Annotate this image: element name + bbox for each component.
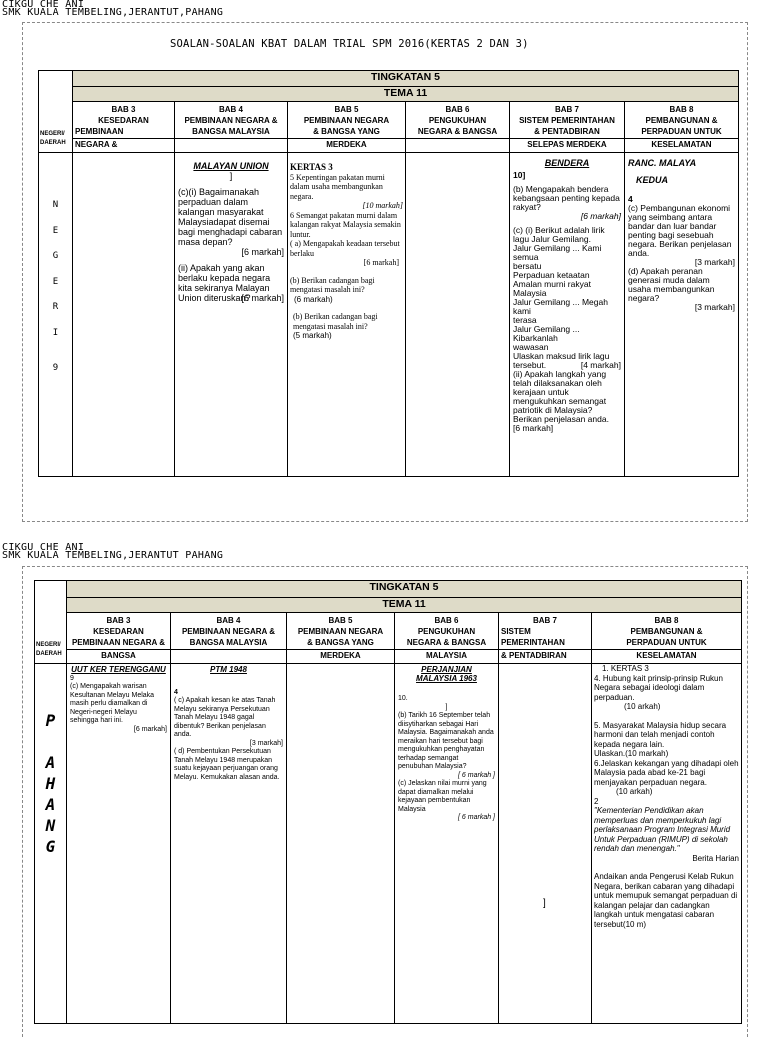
bab7-cell: ] [499, 664, 592, 1024]
bab4-cell: MALAYAN UNION ] (c)(i) Bagaimanakah perpaduan dalam kalangan masyarakat Malaysiadapat disemai bagi menghadapi cabaran masa depan? [6 markah] (ii) Apakah yang akan berlaku kepada negara kita sekiranya Malayan Union diteruskan? [6 markah] [175, 153, 288, 477]
bab-header-cont: SELEPAS MERDEKA [510, 139, 625, 153]
bab5-cell [287, 664, 395, 1024]
kbat-table-pahang [34, 580, 742, 1024]
school-name: SMK KUALA TEMBELING,JERANTUT,PAHANG [2, 7, 224, 18]
kbat-table-negeri9 [38, 70, 739, 477]
teacher-name: CIKGU CHE ANI [2, 0, 85, 10]
bab-header: BAB 3 KESEDARAN PEMBINAAN [73, 102, 175, 139]
tingkatan-header: TINGKATAN 5 [67, 581, 742, 598]
daerah-label: DAERAH [39, 139, 73, 153]
bab6-cell [406, 153, 510, 477]
state-name-vertical: P A H A N G [35, 664, 67, 1024]
bab3-cell [73, 153, 175, 477]
bab8-cell: RANC. MALAYA KEDUA 4 (c) Pembangunan ekonomi yang seimbang antara bandar dan luar bandar penting bagi sesebuah negara. Berikan penjelasan anda. [3 markah] (d) Apakah peranan generasi muda dalam usaha membangunkan negara? [3 markah] [625, 153, 739, 477]
bab-header: BAB 6 PENGUKUHAN NEGARA & BANGSA [395, 613, 499, 650]
school-name: SMK KUALA TEMBELING,JERANTUT PAHANG [2, 550, 224, 561]
table-corner [39, 87, 73, 102]
table-corner [39, 71, 73, 87]
bab-header-cont: & PENTADBIRAN [499, 650, 592, 664]
bab-header-cont: MERDEKA [288, 139, 406, 153]
bab-header-cont: NEGARA & [73, 139, 175, 153]
bab4-cell: PTM 1948 4 ( c) Apakah kesan ke atas Tanah Melayu sekiranya Persekutuan Tanah Melayu 1948 gagal dibentuk? Berikan penjelasan anda. [3 markah] ( d) Pembentukan Persekutuan Tanah Melayu 1948 merupakan suatu kejayaan perjuangan orang Melayu. Kemukakan alasan anda. [171, 664, 287, 1024]
bab3-cell: UUT KER TERENGGANU 9 (c) Mengapakah warisan Kesultanan Melayu Melaka masih perlu diamalkan di Negeri-negeri Melayu sehingga hari ini. [6 markah] [67, 664, 171, 1024]
table-corner [35, 598, 67, 613]
bab-header: BAB 8 PEMBANGUNAN & PERPADUAN UNTUK [625, 102, 739, 139]
bab-header-cont: BANGSA [67, 650, 171, 664]
state-name-vertical: N E G E R I 9 [39, 153, 73, 477]
bab6-cell: PERJANJIAN MALAYSIA 1963 10. ] (b) Tarikh 16 September telah diisytiharkan sebagai Hari Malaysia. Bagaimanakah anda meraikan hari tersebut bagi mengukuhkan penghayatan terhadap semangat penubuhan Malaysia? [ 6 markah ] (c) Jelaskan nilai murni yang dapat diamalkan melalui kejayaan pembentukan Malaysia [ 6 markah ] [395, 664, 499, 1024]
bab-header: BAB 7 SISTEM PEMERINTAHAN [499, 613, 592, 650]
bab-header: BAB 4 PEMBINAAN NEGARA & BANGSA MALAYSIA [175, 102, 288, 139]
bab7-cell: BENDERA 10] (b) Mengapakah bendera kebangsaan penting kepada rakyat? [6 markah] (c) (i) Berikut adalah lirik lagu Jalur Gemilang. Jalur Gemilang ... Kami semua bersatu Perpaduan ketaatan Amalan murni rakyat Malaysia Jalur Gemilang ... Megah kami terasa Jalur Gemilang ... Kibarkanlah wawasan Ulaskan maksud lirik lagu tersebut. [4 markah] (ii) Apakah langkah yang telah dilaksanakan oleh kerajaan untuk mengukuhkan semangat patriotik di Malaysia? Berikan penjelasan anda. [6 markah] [510, 153, 625, 477]
bab-header: BAB 5 PEMBINAAN NEGARA & BANGSA YANG [288, 102, 406, 139]
bab-header-cont: MALAYSIA [395, 650, 499, 664]
bab-header: BAB 3 KESEDARAN PEMBINAAN NEGARA & [67, 613, 171, 650]
table-corner [35, 581, 67, 598]
bab-header: BAB 4 PEMBINAAN NEGARA & BANGSA MALAYSIA [171, 613, 287, 650]
bab-header-cont: KESELAMATAN [592, 650, 742, 664]
bab8-cell: 1. KERTAS 3 4. Hubung kait prinsip-prinsip Rukun Negara sebagai ideologi dalam perpaduan. (10 arkah) 5. Masyarakat Malaysia hidup secara harmoni dan telah menjadi contoh kepada negara lain. Ulaskan.(10 markah) 6.Jelaskan kekangan yang dihadapi oleh Malaysia pada abad ke-21 bagi menjayakan perpaduan negara. (10 arkah) 2 "Kementerian Pendidikan akan memperluas dan memperkukuh lagi perlaksanaan Program Integrasi Murid Untuk Perpaduan (RIMUP) di sekolah rendah dan menengah." Berita Harian Andaikan anda Pengerusi Kelab Rukun Negara, berikan cabaran yang dihadapi untuk memupuk semangat perpaduan di kalangan pelajar dan cadangkan langkah untuk mengatasi cabaran tersebut(10 m) [592, 664, 742, 1024]
bab5-cell: KERTAS 3 5 Kepentingan pakatan murni dalam usaha membangunkan negara. [10 markah] 6 Semangat pakatan murni dalam kalangan rakyat Malaysia semakin luntur. ( a) Mengapakah keadaan tersebut berlaku [6 markah] (b) Berikan cadangan bagi mengatasi masalah ini? (6 markah) (b) Berikan cadangan bagi mengatasi masalah ini? (5 markah) [288, 153, 406, 477]
bab-header: BAB 5 PEMBINAAN NEGARA & BANGSA YANG [287, 613, 395, 650]
negeri-label: NEGERI/ [35, 613, 67, 650]
tema-header: TEMA 11 [73, 87, 739, 102]
bab-header: BAB 8 PEMBANGUNAN & PERPADUAN UNTUK [592, 613, 742, 650]
negeri-label: NEGERI/ [39, 102, 73, 139]
bab-header-cont: MERDEKA [287, 650, 395, 664]
daerah-label: DAERAH [35, 650, 67, 664]
tema-header: TEMA 11 [67, 598, 742, 613]
bab-header: BAB 7 SISTEM PEMERINTAHAN & PENTADBIRAN [510, 102, 625, 139]
document-title: SOALAN-SOALAN KBAT DALAM TRIAL SPM 2016(KERTAS 2 DAN 3) [170, 38, 529, 50]
bab-header-cont: KESELAMATAN [625, 139, 739, 153]
tingkatan-header: TINGKATAN 5 [73, 71, 739, 87]
teacher-name: CIKGU CHE ANI [2, 542, 85, 553]
bab-header: BAB 6 PENGUKUHAN NEGARA & BANGSA [406, 102, 510, 139]
